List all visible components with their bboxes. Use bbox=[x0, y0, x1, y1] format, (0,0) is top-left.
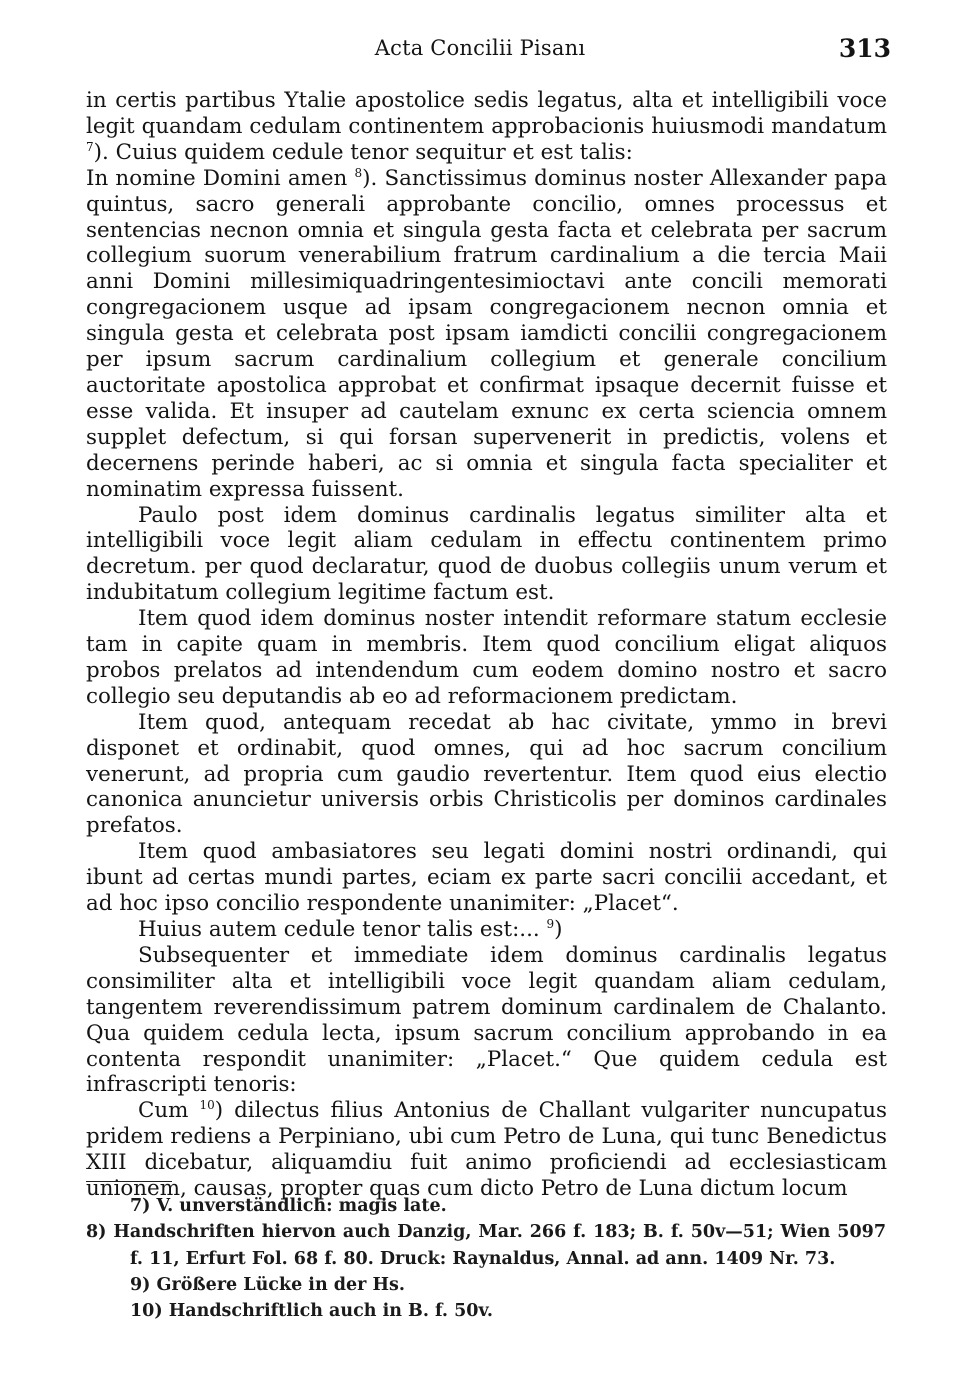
page-number: 313 bbox=[838, 34, 891, 63]
paragraph-text: Subsequenter et immediate idem dominus cardinalis legatus consimiliter alta et intelligibili voce legit quandam aliam cedulam, tangentem reverendissimum patrem dominum cardinalem de Chalanto. Qua quidem cedula lecta, ipsum sacrum concilium approbando in ea contenta respondit unanimiter: „Placet.“ Que quidem cedula est infrascripti tenoris: bbox=[86, 942, 887, 1098]
paragraph bbox=[86, 1098, 887, 1202]
paragraph-text: Cum bbox=[138, 1098, 200, 1124]
footnote-marker: 8 bbox=[354, 165, 363, 180]
footnote: 10) Handschriftlich auch in B. f. 50v. bbox=[130, 1301, 493, 1322]
footnote: 8) Handschriften hiervon auch Danzig, Mar. 266 f. 183; B. f. 50v—51; Wien 5097 f. 11, Erfurt Fol. 68 f. 80. Druck: Raynaldus, Annal. ad ann. 1409 Nr. 73. bbox=[86, 1222, 886, 1269]
paragraph-text: ). Sanctissimus dominus noster Allexander papa quintus, sacro generali approbante concilio, omnes processus et sentencias necnon omnia et singula gesta facta et celebrata per sacrum collegium suorum venerabilium fratrum cardinalium a die tercia Maii anni Domini millesimiquadringentesimioctavi ante concili memorati congregacionem usque ad ipsam congregacionem necnon omnia et singula gesta et celebrata post ipsam iamdicti concilii congregacionem per ipsum sacrum cardinalium collegium et generale concilium auctoritate apostolica approbat et confirmat ipsaque decernit fuisse et esse valida. Et insuper ad cautelam exnunc ex certa sciencia omnem supplet defectum, si qui forsan supervenerit in predictis, volens et decernens perinde haberi, ac si omnia et singula facta specialiter et nominatim expressa fuissent. bbox=[86, 165, 887, 502]
paragraph-text: in certis partibus Ytalie apostolice sedis legatus, alta et intelligibili voce legit quandam cedulam continentem approbacionis huiusmodi mandatum bbox=[86, 88, 887, 139]
paragraph-text: ) dilectus filius Antonius de Challant vulgariter nuncupatus pridem rediens a Perpiniano, ubi cum Petro de Luna, qui tunc Benedictus XIII dicebatur, aliquamdiu fuit animo proficiendi ad ecclesiasticam unionem, causas, propter quas cum dicto Petro de Luna dictum locum bbox=[86, 1098, 887, 1202]
paragraph bbox=[86, 710, 887, 840]
paragraph bbox=[86, 606, 887, 710]
page-header bbox=[0, 36, 960, 76]
main-text bbox=[86, 88, 887, 1202]
paragraph-text: Paulo post idem dominus cardinalis legatus similiter alta et intelligibili voce legit aliam cedulam in effectu continentem primo decretum. per quod declaratur, quod de duobus collegiis unum verum et indubitatum collegium legitime factum est. bbox=[86, 502, 887, 606]
footnote-marker: 9 bbox=[546, 917, 555, 931]
paragraph bbox=[86, 88, 887, 166]
paragraph-text: In nomine Domini amen bbox=[86, 165, 355, 191]
running-title: Acta Concilii Pisanı bbox=[374, 36, 586, 60]
paragraph-text: Item quod, antequam recedat ab hac civitate, ymmo in brevi disponet et ordinabit, quod omnes, qui ad hoc sacrum concilium venerunt, ad propria cum gaudio revertentur. Item quod eius electio canonica anuncietur universis orbis Christicolis per dominos cardinales prefatos. bbox=[86, 709, 887, 839]
footnote-marker: 7 bbox=[86, 139, 94, 154]
paragraph bbox=[86, 917, 887, 943]
paragraph-text: ). Cuius quidem cedule tenor sequitur et est talis: bbox=[93, 139, 633, 165]
footnote-marker: 10 bbox=[199, 1098, 215, 1113]
paragraph bbox=[86, 943, 887, 1098]
paragraph-text: Huius autem cedule tenor talis est:... bbox=[138, 917, 547, 942]
paragraph-text: Item quod ambasiatores seu legati domini nostri ordinandi, qui ibunt ad certas mundi partes, eciam ex parte sacri concilii accedant, et ad hoc ipso concilio respondente unanimiter: „Placet“. bbox=[86, 839, 887, 917]
footnote: 7) V. unverständlich: magis late. bbox=[130, 1196, 447, 1216]
paragraph-text: ) bbox=[554, 917, 563, 942]
paragraph-text: Item quod idem dominus noster intendit reformare statum ecclesie tam in capite quam in membris. Item quod concilium eligat aliquos probos prelatos ad intendendum cum eodem domino nostro et sacro collegio seu deputandis ab eo ad reformacionem predictam. bbox=[86, 606, 887, 709]
paragraph bbox=[86, 166, 887, 503]
paragraph bbox=[86, 503, 887, 607]
footnotes bbox=[86, 1193, 886, 1324]
footnote: 9) Größere Lücke in der Hs. bbox=[130, 1274, 405, 1295]
paragraph bbox=[86, 839, 887, 917]
footnote-separator bbox=[86, 1181, 172, 1182]
